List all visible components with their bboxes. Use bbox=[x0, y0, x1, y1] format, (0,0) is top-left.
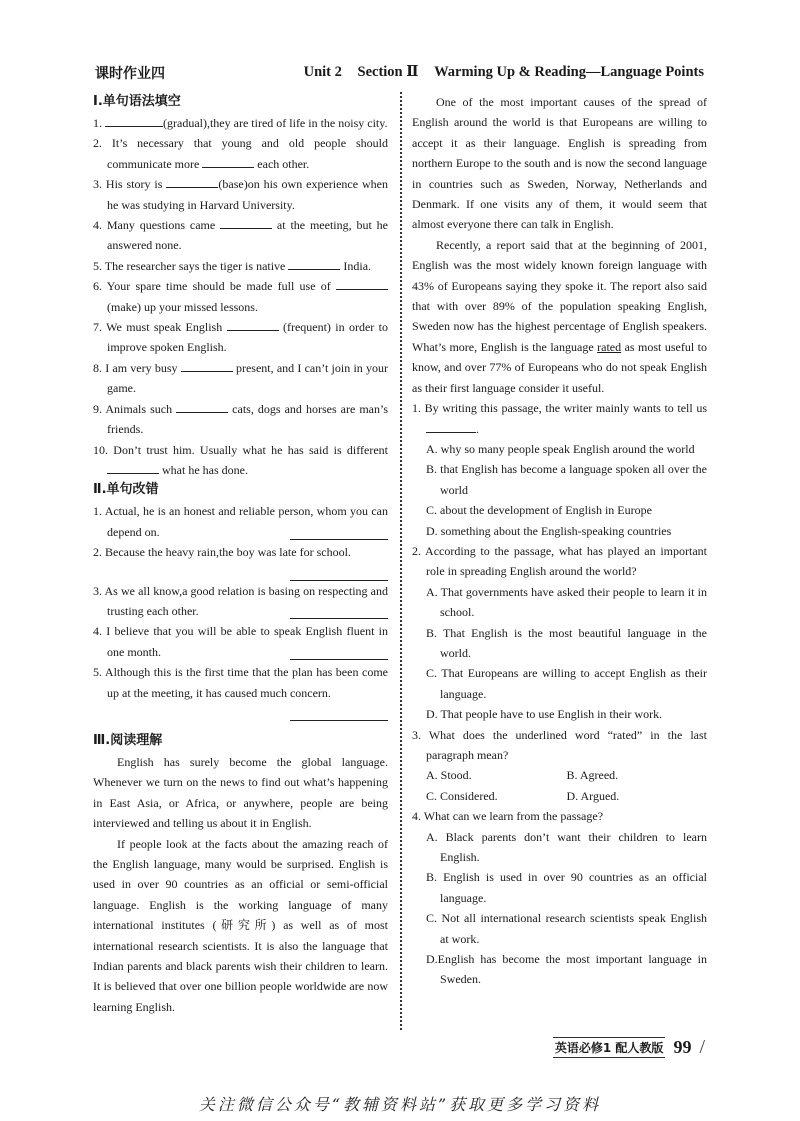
worksheet-title: 课时作业四 bbox=[95, 66, 165, 82]
left-column bbox=[93, 92, 388, 1017]
part3-title: Ⅲ.阅读理解 bbox=[93, 732, 163, 748]
question-text: (base)on his own experience when he was studying in Harvard University. bbox=[107, 177, 388, 212]
answer-option[interactable]: B. That English is the most beautiful language in the world. bbox=[426, 625, 707, 660]
topic-label: Warming Up & Reading—Language Points bbox=[434, 64, 704, 80]
question-number: 4. bbox=[93, 624, 102, 639]
question-text: Animals such bbox=[105, 401, 177, 416]
answer-option[interactable]: A. why so many people speak English around the world bbox=[426, 441, 695, 456]
question-text: (gradual),they are tired of life in the noisy city. bbox=[163, 116, 388, 130]
passage-paragraph-4 bbox=[412, 235, 707, 398]
paragraph-4-text-a: Recently, a report said that at the beginning of 2001, English was the most widely known foreign language with 43% of Europeans saying they spoke it. The report also said that with over 89% of the population speaking English, Sweden now has the highest percentage of English speakers. What’s more, English is the language bbox=[412, 237, 707, 354]
grammar-question bbox=[93, 276, 388, 317]
answer-option[interactable]: C. That Europeans are willing to accept English as their language. bbox=[426, 666, 707, 701]
paragraph-4-text-b: as most useful to know, and over 77% of Europeans who do not speak English as their first language consider it useful. bbox=[412, 339, 707, 395]
grammar-question bbox=[93, 174, 388, 215]
answer-blank[interactable] bbox=[288, 257, 340, 270]
question-text: We must speak English bbox=[106, 320, 227, 335]
question-number: 4. bbox=[93, 218, 102, 233]
question-number: 6. bbox=[93, 279, 102, 294]
answer-option[interactable]: D.English has become the most important language in Sweden. bbox=[426, 952, 707, 987]
question-text: The researcher says the tiger is native bbox=[104, 258, 289, 273]
page-slash: / bbox=[699, 1036, 705, 1058]
unit-header bbox=[292, 63, 704, 81]
question-text: Many questions came bbox=[106, 218, 221, 233]
unit-label: Unit 2 bbox=[303, 64, 342, 80]
answer-option[interactable]: B. English is used in over 90 countries as an official language. bbox=[426, 870, 707, 905]
question-text: India. bbox=[340, 258, 372, 273]
answer-blank[interactable] bbox=[336, 277, 388, 290]
question-number: 7. bbox=[93, 320, 102, 335]
option-row bbox=[412, 786, 707, 806]
grammar-question bbox=[93, 133, 388, 174]
answer-blank[interactable] bbox=[227, 318, 279, 331]
grammar-question bbox=[93, 256, 388, 276]
correction-question bbox=[93, 621, 388, 662]
question-text: what he has done. bbox=[159, 462, 248, 477]
answer-option[interactable]: A. That governments have asked their people to learn it in school. bbox=[426, 584, 707, 620]
answer-blank[interactable] bbox=[176, 400, 228, 413]
passage-paragraph-3: One of the most important causes of the spread of English around the world is that Europeans are willing to accept it as their language. English is spreading from northern Europe to the south and is now the second language in countries such as Sweden, Norway, Netherlands and Denmark. If one visits any of them, it would seem that almost everyone there can talk in English. bbox=[412, 95, 707, 232]
option-row bbox=[412, 765, 707, 785]
page-footer bbox=[553, 1036, 705, 1059]
question-text: I believe that you will be able to speak English fluent in one month. bbox=[106, 624, 389, 659]
answer-blank[interactable] bbox=[107, 461, 159, 474]
question-text: Because the heavy rain,the boy was late for school. bbox=[105, 545, 351, 560]
answer-option[interactable]: D. That people have to use English in their work. bbox=[426, 707, 663, 722]
reading-question-stem bbox=[412, 725, 707, 766]
answer-blank[interactable] bbox=[426, 420, 476, 433]
question-text: I am very busy bbox=[105, 360, 181, 375]
passage-paragraph-1: English has surely become the global language. Whenever we turn on the news to find out what’s happening in East Asia, or Africa, or anywhere, people are being interviewed and telling us about it in English. bbox=[93, 754, 388, 831]
question-text: present, and I can’t join in your game. bbox=[107, 360, 388, 396]
column-divider bbox=[400, 92, 402, 1030]
grammar-question bbox=[93, 440, 388, 481]
answer-option[interactable]: C. Considered. bbox=[426, 788, 498, 803]
grammar-fill-list bbox=[93, 113, 388, 480]
grammar-question bbox=[93, 358, 388, 399]
answer-option[interactable]: D. Argued. bbox=[566, 788, 620, 803]
question-number: 10. bbox=[93, 442, 108, 457]
grammar-question bbox=[93, 215, 388, 256]
answer-option[interactable]: A. Stood. bbox=[426, 768, 472, 783]
question-text: His story is bbox=[105, 177, 167, 192]
handwritten-note: 关注微信公众号“教辅资料站”获取更多学习资料 bbox=[198, 1095, 602, 1114]
book-label: 英语必修1 配人教版 bbox=[553, 1037, 666, 1058]
correction-question bbox=[93, 542, 388, 580]
correction-question bbox=[93, 662, 388, 721]
answer-line[interactable] bbox=[290, 603, 388, 619]
reading-questions bbox=[412, 398, 707, 990]
answer-option[interactable]: B. that English has become a language spoken all over the world bbox=[426, 462, 707, 497]
answer-blank[interactable] bbox=[181, 359, 233, 372]
question-text: 2. According to the passage, what has played an important role in spreading English around the world? bbox=[412, 543, 707, 579]
page-number: 99 bbox=[673, 1037, 692, 1057]
question-text: cats, dogs and horses are man’s friends. bbox=[107, 401, 388, 437]
answer-option[interactable]: B. Agreed. bbox=[566, 768, 619, 783]
question-number: 5. bbox=[93, 258, 102, 273]
question-text: It’s necessary that young and old people should communicate more bbox=[107, 136, 388, 171]
answer-option[interactable]: C. about the development of English in Europe bbox=[426, 503, 652, 518]
question-number: 1. bbox=[93, 504, 102, 519]
question-number: 2. bbox=[93, 136, 102, 151]
grammar-question bbox=[93, 399, 388, 440]
question-text: (make) up your missed lessons. bbox=[107, 299, 258, 314]
question-number: 2. bbox=[93, 545, 102, 560]
answer-line[interactable] bbox=[290, 705, 388, 721]
reading-question-stem bbox=[412, 398, 707, 439]
question-text: 1. By writing this passage, the writer mainly wants to tell us bbox=[412, 401, 707, 416]
question-text: Actual, he is an honest and reliable person, whom you can depend on. bbox=[104, 504, 389, 539]
error-correction-list bbox=[93, 501, 388, 721]
correction-question bbox=[93, 581, 388, 622]
question-text: Although this is the first time that the plan has been come up at the meeting, it has caused much concern. bbox=[104, 665, 388, 700]
section-label: Section Ⅱ bbox=[357, 64, 419, 80]
question-text: at the meeting, but he answered none. bbox=[107, 218, 388, 253]
part2-title: Ⅱ.单句改错 bbox=[93, 482, 159, 498]
question-number: 8. bbox=[93, 360, 102, 375]
question-text: As we all know,a good relation is basing on respecting and trusting each other. bbox=[104, 583, 388, 618]
grammar-question bbox=[93, 113, 388, 133]
answer-option[interactable]: D. something about the English-speaking countries bbox=[426, 523, 672, 538]
underlined-word-rated: rated bbox=[597, 339, 622, 354]
correction-question bbox=[93, 501, 388, 542]
reading-question-stem bbox=[412, 806, 707, 826]
answer-option[interactable]: C. Not all international research scientists speak English at work. bbox=[426, 911, 707, 946]
question-text: each other. bbox=[254, 156, 310, 171]
answer-blank[interactable] bbox=[105, 114, 163, 127]
answer-line[interactable] bbox=[290, 565, 388, 581]
answer-line[interactable] bbox=[290, 524, 388, 540]
question-text: Don’t trust him. Usually what he has said is different bbox=[113, 442, 388, 457]
answer-blank[interactable] bbox=[202, 155, 254, 168]
question-text: (frequent) in order to improve spoken English. bbox=[107, 320, 388, 355]
answer-blank[interactable] bbox=[166, 175, 218, 188]
question-text: 4. What can we learn from the passage? bbox=[412, 809, 604, 824]
question-number: 3. bbox=[93, 583, 102, 598]
question-text: Your spare time should be made full use of bbox=[106, 279, 336, 294]
question-number: 3. bbox=[93, 177, 102, 192]
part1-title: Ⅰ.单句语法填空 bbox=[93, 94, 181, 109]
answer-line[interactable] bbox=[290, 644, 388, 660]
answer-blank[interactable] bbox=[220, 216, 272, 229]
right-column bbox=[412, 92, 707, 990]
grammar-question bbox=[93, 317, 388, 358]
question-text: 3. What does the underlined word “rated” in the last paragraph mean? bbox=[412, 727, 707, 762]
passage-paragraph-2: If people look at the facts about the amazing reach of the English language, many would be surprised. English is used in over 90 countries as an official or semi-official language. English is the working language of many international institutes (研究所) as well as of most international research scientists. It is also the language that Indian parents and black parents wish their children to learn. It is believed that over one billion people worldwide are now learning English. bbox=[93, 836, 388, 1014]
reading-question-stem bbox=[412, 541, 707, 582]
question-number: 5. bbox=[93, 665, 102, 680]
answer-option[interactable]: A. Black parents don’t want their children to learn English. bbox=[426, 829, 707, 865]
question-number: 9. bbox=[93, 401, 102, 416]
question-number: 1. bbox=[93, 116, 102, 130]
question-text: . bbox=[476, 421, 479, 436]
